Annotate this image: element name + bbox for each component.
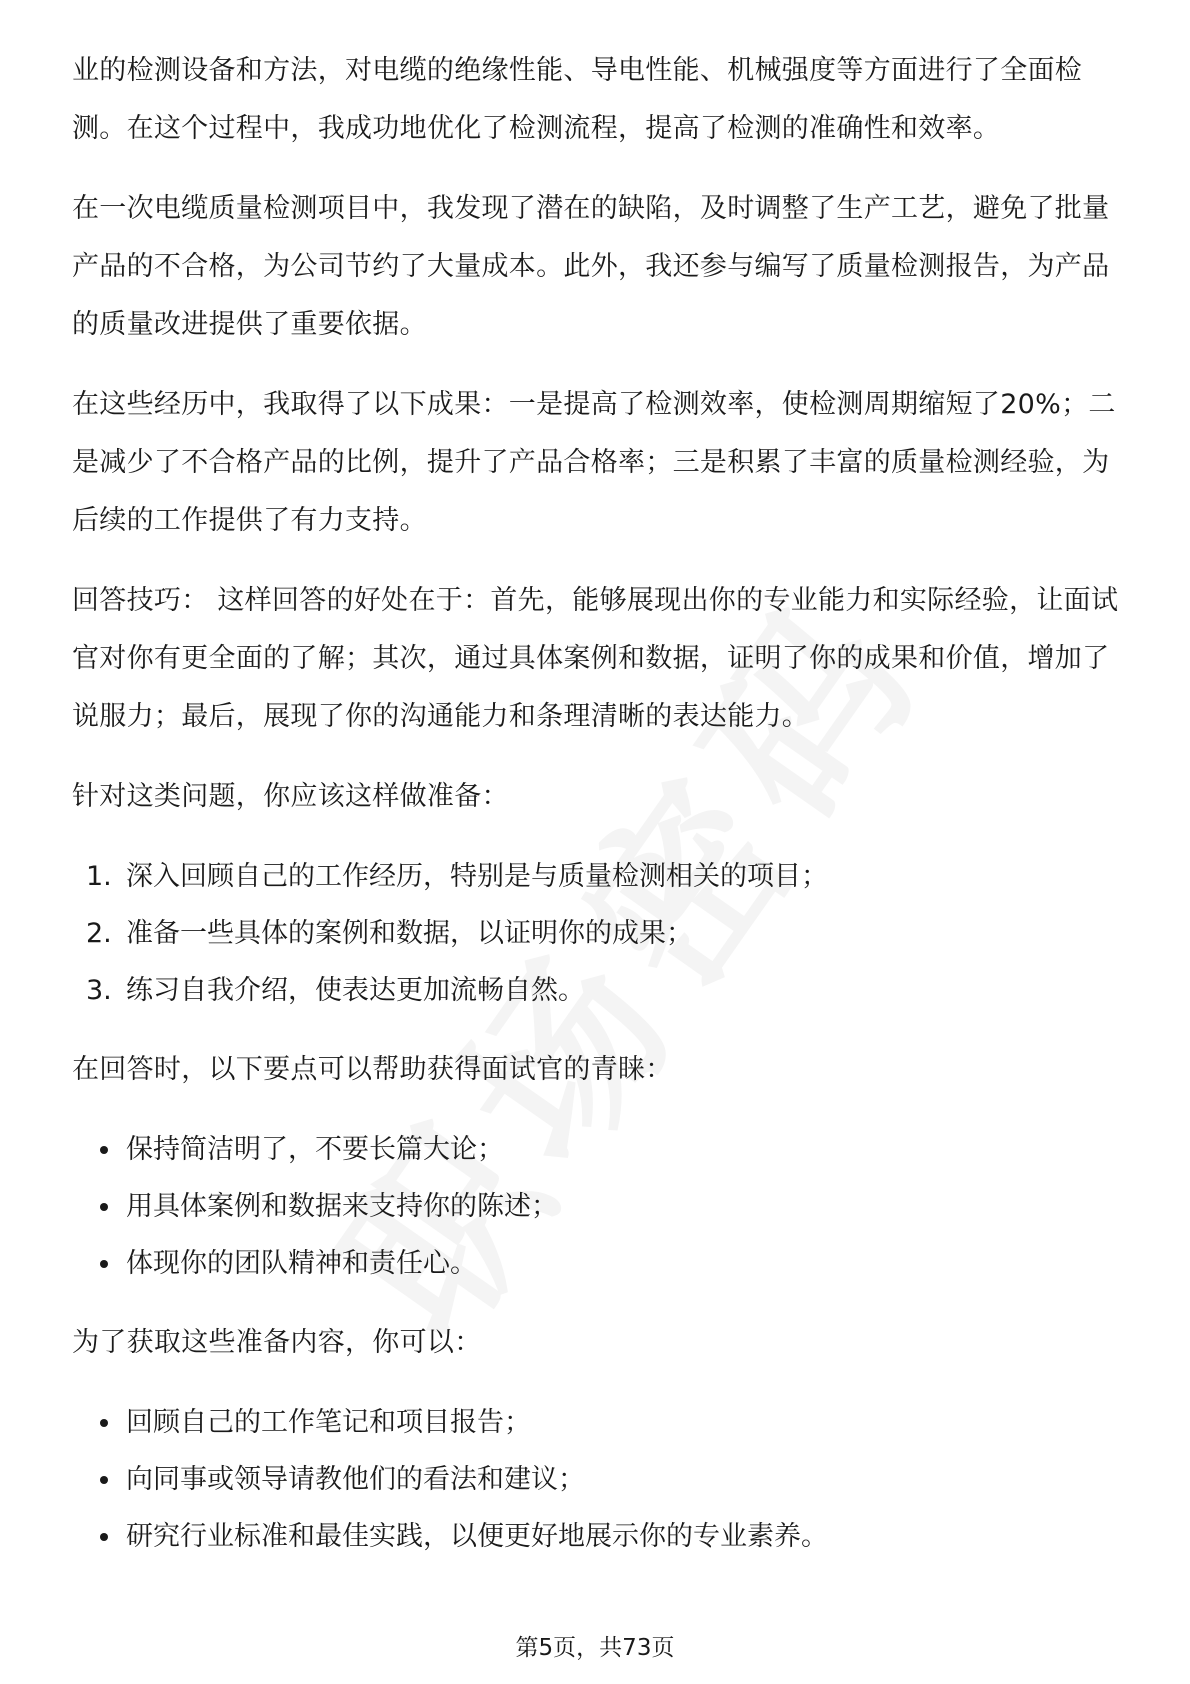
list-number: 1. [86,861,112,892]
prep-list [72,848,1122,1019]
paragraph-1: 业的检测设备和方法，对电缆的绝缘性能、导电性能、机械强度等方面进行了全面检测。在这个过程中，我成功地优化了检测流程，提高了检测的准确性和效率。 [72,55,1083,144]
paragraph-2: 在一次电缆质量检测项目中，我发现了潜在的缺陷，及时调整了生产工艺，避免了批量产品的不合格，为公司节约了大量成本。此外，我还参与编写了质量检测报告，为产品的质量改进提供了重要依据。 [72,193,1110,340]
bullet-dot-icon [100,1476,108,1484]
list-item [72,1121,1122,1178]
list-item [72,905,1122,962]
list-item [72,1394,1122,1451]
bullet-dot-icon [100,1146,108,1154]
list-item-text: 准备一些具体的案例和数据，以证明你的成果； [126,918,693,949]
list-item [72,848,1122,905]
bullet-dot-icon [100,1533,108,1541]
list-item [72,962,1122,1019]
bullet-dot-icon [100,1260,108,1268]
list-number: 3. [86,975,112,1006]
bullet-dot-icon [100,1203,108,1211]
tips-list [72,1121,1122,1292]
list-item-text: 向同事或领导请教他们的看法和建议； [126,1464,585,1495]
list-item-text: 用具体案例和数据来支持你的陈述； [126,1191,558,1222]
sources-list [72,1394,1122,1565]
paragraph-answer-tips: 回答技巧： 这样回答的好处在于：首先，能够展现出你的专业能力和实际经验，让面试官对你有更全面的了解；其次，通过具体案例和数据，证明了你的成果和价值，增加了说服力；最后，展现了你的沟通能力和条理清晰的表达能力。 [72,585,1119,732]
paragraph-3: 在这些经历中，我取得了以下成果：一是提高了检测效率，使检测周期缩短了20%；二是减少了不合格产品的比例，提升了产品合格率；三是积累了丰富的质量检测经验，为后续的工作提供了有力支持。 [72,389,1116,536]
paragraph-prep-intro: 针对这类问题，你应该这样做准备： [72,781,509,812]
list-item [72,1451,1122,1508]
list-item-text: 体现你的团队精神和责任心。 [126,1248,477,1279]
list-item [72,1508,1122,1565]
list-number: 2. [86,918,112,949]
document-page [72,42,1122,1587]
list-item [72,1235,1122,1292]
list-item-text: 研究行业标准和最佳实践，以便更好地展示你的专业素养。 [126,1521,828,1552]
list-item-text: 深入回顾自己的工作经历，特别是与质量检测相关的项目； [126,861,828,892]
list-item-text: 回顾自己的工作笔记和项目报告； [126,1407,531,1438]
paragraph-sources-intro: 为了获取这些准备内容，你可以： [72,1327,482,1358]
list-item [72,1178,1122,1235]
bullet-dot-icon [100,1419,108,1427]
page-footer: 第5页，共73页 [515,1635,675,1661]
paragraph-tips-intro: 在回答时，以下要点可以帮助获得面试官的青睐： [72,1054,673,1085]
list-item-text: 保持简洁明了，不要长篇大论； [126,1134,504,1165]
list-item-text: 练习自我介绍，使表达更加流畅自然。 [126,975,585,1006]
